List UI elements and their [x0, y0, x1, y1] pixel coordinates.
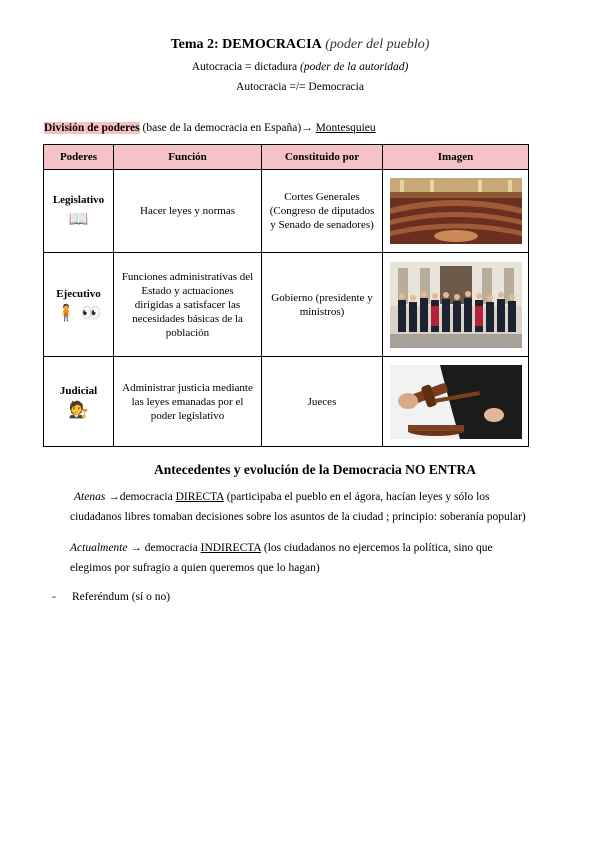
definition-text: Autocracia = dictadura [191, 61, 298, 73]
poder-cell [44, 357, 114, 447]
gobierno-photo [390, 262, 522, 348]
poder-name: Legislativo [52, 194, 105, 206]
constituido-cell [262, 170, 383, 253]
montesquieu-link[interactable]: Montesquieu [315, 122, 376, 134]
person-eyes-icon: 🧍 👀 [56, 302, 101, 322]
header-poderes: Poderes [44, 145, 114, 170]
table-row [44, 357, 529, 447]
funcion-cell [114, 357, 262, 447]
image-cell [383, 253, 529, 357]
actualmente-paragraph [70, 538, 570, 578]
poder-name: Judicial [59, 384, 98, 397]
atenas-text-a: →democracia [105, 491, 176, 503]
constituido-cell [262, 357, 383, 447]
atenas-continuation: ciudadanos libres tomaban decisiones sobre los asuntos de la ciudad ; principio: soberanía popular) [70, 511, 526, 523]
list-item [52, 591, 170, 603]
funcion-text: Funciones administrativas del Estado y actuaciones dirigidas a satisfacer las necesidades básicas de la población [121, 270, 254, 339]
powers-table [43, 144, 529, 447]
comparison-line: Autocracia =/= Democracia [236, 81, 364, 93]
directa-term: DIRECTA [175, 491, 224, 503]
indirecta-term: INDIRECTA [200, 542, 262, 554]
mazo-photo [390, 365, 522, 439]
antecedentes-heading: Antecedentes y evolución de la Democracia NO ENTRA [153, 462, 477, 477]
constituido-text: Gobierno (presidente y ministros) [271, 291, 373, 318]
constituido-text: Jueces [307, 395, 337, 408]
atenas-text-b: (participaba el pueblo en el ágora, hacían leyes y sólo los [223, 491, 490, 503]
header-imagen: Imagen [383, 145, 529, 170]
constituido-text: Cortes Generales (Congreso de diputados y Senado de senadores) [269, 191, 375, 231]
list-bullet: - [52, 591, 56, 603]
table-row [44, 253, 529, 357]
poder-cell [44, 253, 114, 357]
poder-name: Ejecutivo [56, 287, 101, 300]
division-bold: División de poderes [44, 122, 140, 134]
atenas-label: Atenas [74, 491, 106, 503]
division-text: (base de la democracia en España)→ [139, 122, 316, 134]
congreso-photo [390, 178, 522, 244]
funcion-cell [114, 253, 262, 357]
book-icon: 📖 [68, 209, 89, 228]
actualmente-label: Actualmente [70, 542, 128, 554]
atenas-paragraph [70, 487, 574, 527]
table-row [44, 170, 529, 253]
division-heading [44, 122, 376, 134]
funcion-text: Hacer leyes y normas [140, 205, 235, 217]
judge-icon: 🧑‍⚖️ [68, 399, 89, 419]
funcion-text: Administrar justicia mediante las leyes emanadas por el poder legislativo [122, 381, 253, 422]
actualmente-text-b: (los ciudadanos no ejercemos la política, sino que [261, 542, 493, 554]
list-item-text: Referéndum (sí o no) [72, 591, 171, 603]
image-cell [383, 357, 529, 447]
constituido-cell [262, 253, 383, 357]
title-main: Tema 2: DEMOCRACIA [170, 37, 322, 52]
title-subtitle: (poder del pueblo) [325, 37, 430, 52]
actualmente-continuation: elegimos por sufragio a quien queremos que lo hagan) [70, 562, 320, 574]
image-cell [383, 170, 529, 253]
table-header-row [44, 145, 529, 170]
funcion-cell [114, 170, 262, 253]
header-funcion: Función [114, 145, 262, 170]
poder-cell [44, 170, 114, 253]
definition-italic: (poder de la autoridad) [300, 61, 409, 73]
header-constituido: Constituido por [262, 145, 383, 170]
actualmente-text-a: → democracia [127, 542, 201, 554]
page-title [0, 37, 600, 53]
definition-line [0, 61, 600, 73]
